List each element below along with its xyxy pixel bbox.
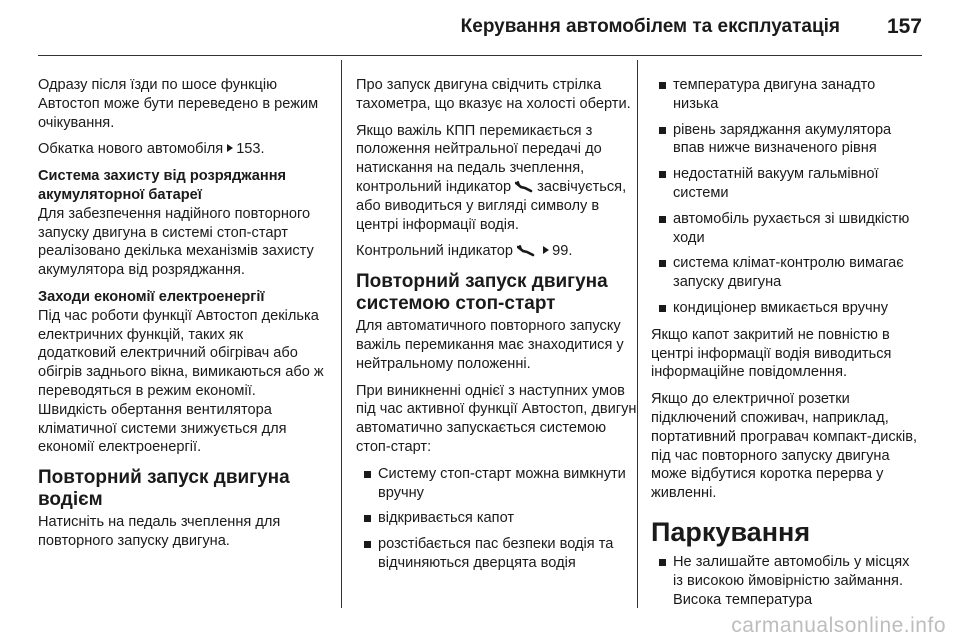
section-heading-battery: Система захисту від розряджання акумуляторної батареї [38,168,287,203]
parking-list [651,553,923,609]
list-item: Систему стоп-старт можна вимкнути вручну [356,465,642,503]
paragraph: Якщо до електричної розетки підключений споживач, наприклад, портативний програвач компакт-дисків, під час повторного запуску двигуна може відбутися коротка перерва у живленні. [651,391,918,502]
list-item: розстібається пас безпеки водія та відчиняються дверцята водія [356,535,642,573]
paragraph: Для забезпечення надійного повторного запуску двигуна в системі стоп-старт реалізовано декілька механізмів захисту акумулятора від розряджання. [38,205,314,279]
paragraph: Натисніть на педаль зчеплення для повторного запуску двигуна. [38,514,281,549]
paragraph-reference [38,140,324,159]
paragraph: Одразу після їзди по шосе функцію Автостоп може бути переведено в режим очікування. [38,77,319,131]
list-item: Не залишайте автомобіль у місцях із високою ймовірністю займання. Висока температура [651,553,923,609]
column-3 [651,76,923,617]
paragraph-text: Контрольний індикатор [356,243,514,260]
chapter-title: Керування автомобілем та експлуатація [460,16,840,37]
paragraph: Для автоматичного повторного запуску важіль перемикання має знаходитися у нейтральному положенні. [356,318,624,372]
list-item: автомобіль рухається зі швидкістю ходи [651,210,923,248]
section-heading-system-restart: Повторний запуск двигуна системою стоп-старт [356,271,608,315]
header-rule [38,55,922,56]
list-item: система клімат-контролю вимагає запуску двигуна [651,254,923,292]
list-item: кондиціонер вмикається вручну [651,299,923,318]
page-reference-icon [227,144,233,152]
reference-page: 99. [552,243,573,260]
paragraph-reference [356,242,642,261]
autostop-indicator-icon [515,181,533,193]
page-header [0,0,960,56]
condition-list [651,76,923,318]
paragraph: Про запуск двигуна свідчить стрілка тахометра, що вказує на холості оберти. [356,77,631,112]
page-reference-icon [543,246,549,254]
watermark: carmanualsonline.info [731,614,946,637]
list-item: відкривається капот [356,509,642,528]
paragraph-text: засвічується, або виводиться у вигляді символу в центрі інформації водія. [356,178,627,233]
paragraph-text: Якщо важіль КПП перемикається з положення нейтральної передачі до натискання на педаль зчеплення, контрольний індикатор [356,122,602,195]
section-heading-parking: Паркування [651,516,811,547]
condition-list [356,465,642,573]
list-item: недостатній вакуум гальмівної системи [651,165,923,203]
autostop-indicator-icon [517,245,535,257]
section-heading-saving: Заходи економії електроенергії [38,288,265,305]
paragraph-indicator [356,122,642,235]
column-divider-1 [341,60,342,608]
list-item: температура двигуна занадто низька [651,76,923,114]
column-1 [38,76,324,559]
column-2 [356,76,642,581]
paragraph-text: Обкатка нового автомобіля [38,141,224,158]
list-item: рівень заряджання акумулятора впав нижче визначеного рівня [651,121,923,159]
paragraph: При виникненні однієї з наступних умов під час активної функції Автостоп, двигун автоматично запускається системою стоп-старт: [356,382,637,455]
page-number: 157 [886,15,922,38]
section-heading-driver-restart: Повторний запуск двигуна водієм [38,467,290,511]
reference-page: 153. [236,141,265,158]
paragraph: Якщо капот закритий не повністю в центрі інформації водія виводиться інформаційне повідомлення. [651,326,892,381]
paragraph: Під час роботи функції Автостоп декілька електричних функцій, таких як додатковий електричний обігрівач або обігрів заднього вікна, вимикаються або ж переводяться в режим економії. Швидкість обертання вентилятора кліматичної системи знижується для економії електроенергії. [38,307,324,456]
